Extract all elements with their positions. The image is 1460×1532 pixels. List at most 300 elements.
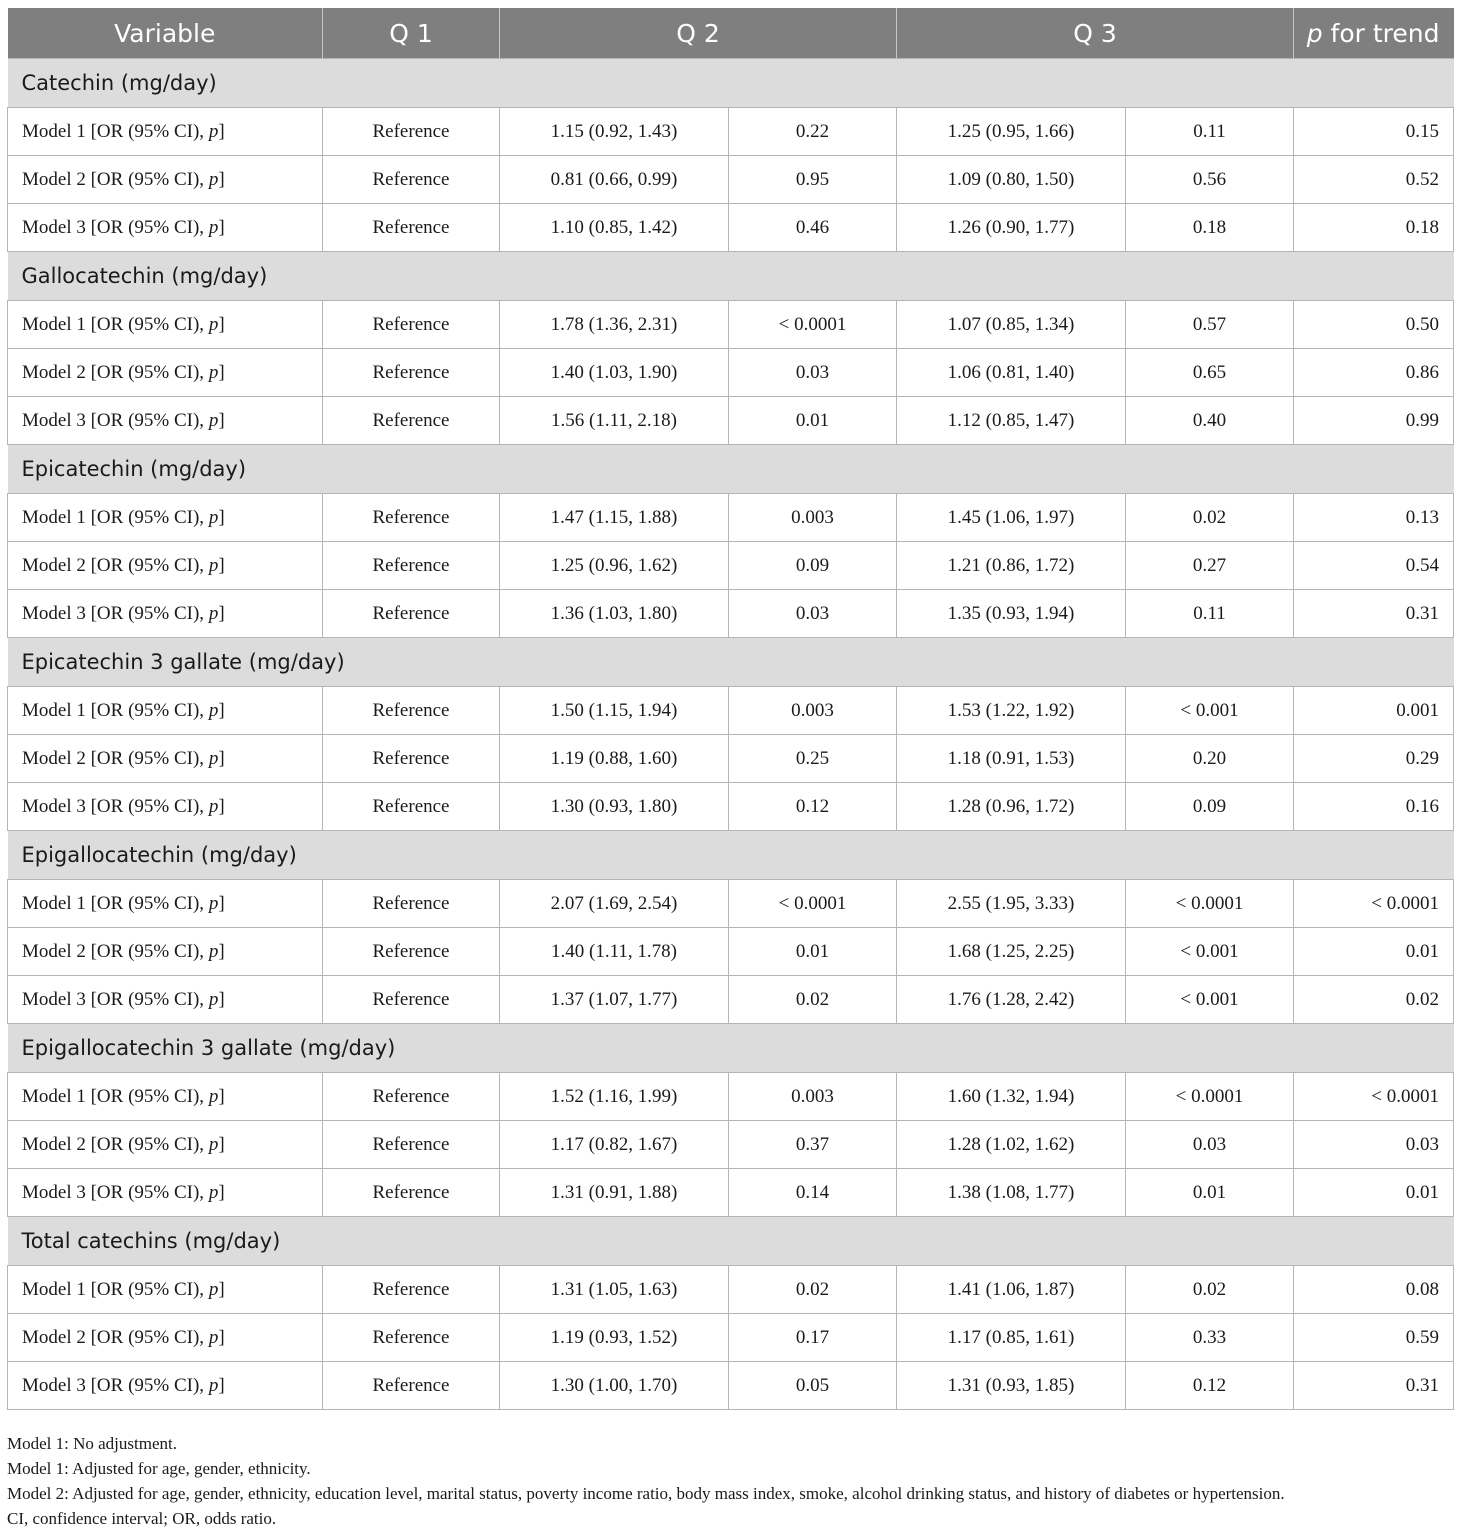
cell-q3-p: 0.33	[1126, 1314, 1294, 1362]
cell-q2-or: 2.07 (1.69, 2.54)	[500, 880, 729, 928]
model-number: 1	[76, 120, 86, 142]
cell-p-trend: 0.59	[1294, 1314, 1454, 1362]
cell-q3-or: 1.41 (1.06, 1.87)	[897, 1266, 1126, 1314]
model-end: ]	[218, 747, 225, 769]
model-prefix: Model	[22, 1326, 77, 1348]
model-p: p	[208, 1181, 219, 1203]
cell-p-trend: 0.001	[1294, 687, 1454, 735]
group-row	[8, 59, 1454, 108]
model-mid: [OR (95% CI),	[85, 361, 209, 383]
cell-q2-or: 1.56 (1.11, 2.18)	[500, 397, 729, 445]
model-label	[8, 783, 323, 831]
model-prefix: Model	[22, 216, 77, 238]
model-number: 1	[76, 1278, 86, 1300]
model-p: p	[208, 892, 219, 914]
table-row	[8, 783, 1454, 831]
cell-q1: Reference	[323, 880, 500, 928]
model-number: 1	[76, 313, 86, 335]
cell-q1: Reference	[323, 156, 500, 204]
cell-q3-or: 1.53 (1.22, 1.92)	[897, 687, 1126, 735]
model-prefix: Model	[22, 1374, 77, 1396]
model-end: ]	[218, 168, 225, 190]
cell-q1: Reference	[323, 108, 500, 156]
cell-q3-p: 0.02	[1126, 494, 1294, 542]
model-number: 3	[76, 216, 86, 238]
cell-q1: Reference	[323, 687, 500, 735]
cell-q2-p: 0.01	[729, 397, 897, 445]
table-row	[8, 1314, 1454, 1362]
cell-q2-or: 1.19 (0.93, 1.52)	[500, 1314, 729, 1362]
cell-q2-or: 1.15 (0.92, 1.43)	[500, 108, 729, 156]
table-row	[8, 590, 1454, 638]
model-label	[8, 590, 323, 638]
model-p: p	[208, 1085, 219, 1107]
footnote: Model 1: Adjusted for age, gender, ethnicity.	[7, 1459, 311, 1478]
table-row	[8, 1169, 1454, 1217]
cell-p-trend: 0.02	[1294, 976, 1454, 1024]
table-row	[8, 349, 1454, 397]
model-label	[8, 494, 323, 542]
cell-q1: Reference	[323, 494, 500, 542]
group-row	[8, 1024, 1454, 1073]
table-row	[8, 735, 1454, 783]
model-mid: [OR (95% CI),	[85, 1278, 209, 1300]
model-prefix: Model	[22, 1278, 77, 1300]
model-label	[8, 687, 323, 735]
model-mid: [OR (95% CI),	[85, 506, 209, 528]
model-prefix: Model	[22, 361, 77, 383]
model-end: ]	[218, 602, 225, 624]
cell-q1: Reference	[323, 928, 500, 976]
model-mid: [OR (95% CI),	[85, 940, 209, 962]
header-trend-rest: for trend	[1322, 18, 1440, 48]
model-label	[8, 880, 323, 928]
model-label	[8, 976, 323, 1024]
cell-q2-p: 0.03	[729, 349, 897, 397]
model-mid: [OR (95% CI),	[85, 892, 209, 914]
cell-q3-p: 0.11	[1126, 108, 1294, 156]
cell-q3-p: 0.40	[1126, 397, 1294, 445]
cell-q3-or: 1.45 (1.06, 1.97)	[897, 494, 1126, 542]
model-p: p	[208, 120, 219, 142]
header-row	[8, 8, 1454, 59]
cell-q2-or: 1.47 (1.15, 1.88)	[500, 494, 729, 542]
model-end: ]	[218, 409, 225, 431]
cell-p-trend: 0.99	[1294, 397, 1454, 445]
cell-q2-or: 0.81 (0.66, 0.99)	[500, 156, 729, 204]
model-end: ]	[218, 1374, 225, 1396]
cell-q3-or: 1.28 (1.02, 1.62)	[897, 1121, 1126, 1169]
group-title: Epigallocatechin (mg/day)	[8, 831, 1454, 880]
model-end: ]	[218, 120, 225, 142]
model-mid: [OR (95% CI),	[85, 168, 209, 190]
table-row	[8, 1121, 1454, 1169]
table-footnotes	[7, 1431, 1453, 1531]
model-p: p	[208, 313, 219, 335]
cell-q3-or: 1.68 (1.25, 2.25)	[897, 928, 1126, 976]
cell-p-trend: 0.13	[1294, 494, 1454, 542]
model-p: p	[208, 1278, 219, 1300]
model-number: 2	[76, 168, 86, 190]
model-end: ]	[218, 892, 225, 914]
cell-q3-p: < 0.001	[1126, 687, 1294, 735]
model-p: p	[208, 747, 219, 769]
model-prefix: Model	[22, 795, 77, 817]
model-prefix: Model	[22, 940, 77, 962]
cell-p-trend: 0.52	[1294, 156, 1454, 204]
model-label	[8, 1314, 323, 1362]
cell-q2-p: 0.22	[729, 108, 897, 156]
cell-q2-p: 0.25	[729, 735, 897, 783]
cell-q3-or: 1.26 (0.90, 1.77)	[897, 204, 1126, 252]
table-row	[8, 542, 1454, 590]
cell-q3-p: 0.09	[1126, 783, 1294, 831]
model-number: 1	[76, 892, 86, 914]
cell-q2-p: 0.37	[729, 1121, 897, 1169]
model-end: ]	[218, 216, 225, 238]
group-row	[8, 1217, 1454, 1266]
model-p: p	[208, 1374, 219, 1396]
cell-q1: Reference	[323, 735, 500, 783]
model-mid: [OR (95% CI),	[85, 699, 209, 721]
model-label	[8, 397, 323, 445]
table-row	[8, 880, 1454, 928]
model-end: ]	[218, 506, 225, 528]
model-p: p	[208, 1326, 219, 1348]
cell-q2-p: 0.02	[729, 976, 897, 1024]
cell-q2-or: 1.31 (1.05, 1.63)	[500, 1266, 729, 1314]
model-end: ]	[218, 1326, 225, 1348]
model-prefix: Model	[22, 747, 77, 769]
group-row	[8, 638, 1454, 687]
model-end: ]	[218, 1181, 225, 1203]
model-mid: [OR (95% CI),	[85, 1085, 209, 1107]
cell-q1: Reference	[323, 1314, 500, 1362]
model-label	[8, 1169, 323, 1217]
header-q2: Q 2	[500, 8, 897, 59]
model-mid: [OR (95% CI),	[85, 1326, 209, 1348]
model-number: 3	[76, 795, 86, 817]
cell-q1: Reference	[323, 1169, 500, 1217]
model-end: ]	[218, 554, 225, 576]
cell-q2-p: 0.003	[729, 1073, 897, 1121]
cell-q3-or: 1.60 (1.32, 1.94)	[897, 1073, 1126, 1121]
model-p: p	[208, 699, 219, 721]
cell-q2-or: 1.17 (0.82, 1.67)	[500, 1121, 729, 1169]
model-label	[8, 928, 323, 976]
cell-q2-or: 1.30 (1.00, 1.70)	[500, 1362, 729, 1410]
model-p: p	[208, 795, 219, 817]
model-prefix: Model	[22, 1181, 77, 1203]
model-mid: [OR (95% CI),	[85, 1133, 209, 1155]
model-number: 2	[76, 1133, 86, 1155]
cell-q2-p: 0.95	[729, 156, 897, 204]
model-number: 3	[76, 409, 86, 431]
cell-q3-p: < 0.001	[1126, 928, 1294, 976]
cell-q3-p: 0.27	[1126, 542, 1294, 590]
group-title: Epicatechin (mg/day)	[8, 445, 1454, 494]
model-p: p	[208, 988, 219, 1010]
cell-q3-p: 0.02	[1126, 1266, 1294, 1314]
cell-q2-p: 0.14	[729, 1169, 897, 1217]
cell-q1: Reference	[323, 1121, 500, 1169]
model-number: 2	[76, 940, 86, 962]
cell-q1: Reference	[323, 1073, 500, 1121]
cell-p-trend: 0.16	[1294, 783, 1454, 831]
cell-q2-or: 1.40 (1.11, 1.78)	[500, 928, 729, 976]
table-row	[8, 494, 1454, 542]
cell-q3-or: 1.12 (0.85, 1.47)	[897, 397, 1126, 445]
cell-q1: Reference	[323, 349, 500, 397]
model-mid: [OR (95% CI),	[85, 795, 209, 817]
model-prefix: Model	[22, 506, 77, 528]
cell-q3-p: < 0.0001	[1126, 1073, 1294, 1121]
model-end: ]	[218, 313, 225, 335]
cell-p-trend: 0.01	[1294, 1169, 1454, 1217]
cell-q2-or: 1.31 (0.91, 1.88)	[500, 1169, 729, 1217]
cell-q2-or: 1.40 (1.03, 1.90)	[500, 349, 729, 397]
cell-q3-or: 1.09 (0.80, 1.50)	[897, 156, 1126, 204]
model-mid: [OR (95% CI),	[85, 602, 209, 624]
cell-q3-or: 1.25 (0.95, 1.66)	[897, 108, 1126, 156]
results-table-container	[7, 8, 1453, 1410]
group-row	[8, 445, 1454, 494]
model-end: ]	[218, 699, 225, 721]
model-mid: [OR (95% CI),	[85, 1181, 209, 1203]
model-end: ]	[218, 940, 225, 962]
group-title: Epigallocatechin 3 gallate (mg/day)	[8, 1024, 1454, 1073]
table-row	[8, 687, 1454, 735]
model-label	[8, 542, 323, 590]
table-row	[8, 156, 1454, 204]
model-number: 1	[76, 1085, 86, 1107]
model-number: 1	[76, 506, 86, 528]
header-q1: Q 1	[323, 8, 500, 59]
model-end: ]	[218, 988, 225, 1010]
model-prefix: Model	[22, 120, 77, 142]
cell-q1: Reference	[323, 1266, 500, 1314]
table-row	[8, 976, 1454, 1024]
cell-p-trend: 0.01	[1294, 928, 1454, 976]
model-number: 3	[76, 988, 86, 1010]
model-mid: [OR (95% CI),	[85, 409, 209, 431]
model-label	[8, 1073, 323, 1121]
cell-q1: Reference	[323, 783, 500, 831]
model-prefix: Model	[22, 1133, 77, 1155]
cell-q1: Reference	[323, 301, 500, 349]
model-p: p	[208, 602, 219, 624]
model-mid: [OR (95% CI),	[85, 554, 209, 576]
cell-q2-p: 0.09	[729, 542, 897, 590]
table-header	[8, 8, 1454, 59]
model-p: p	[208, 940, 219, 962]
cell-p-trend: 0.86	[1294, 349, 1454, 397]
cell-q3-p: 0.56	[1126, 156, 1294, 204]
model-label	[8, 156, 323, 204]
header-p-for-trend	[1294, 8, 1454, 59]
cell-q2-or: 1.36 (1.03, 1.80)	[500, 590, 729, 638]
cell-q1: Reference	[323, 397, 500, 445]
model-p: p	[208, 361, 219, 383]
model-label	[8, 1266, 323, 1314]
model-number: 2	[76, 747, 86, 769]
header-trend-p: p	[1306, 18, 1323, 48]
cell-q3-or: 1.17 (0.85, 1.61)	[897, 1314, 1126, 1362]
table-row	[8, 1073, 1454, 1121]
model-prefix: Model	[22, 988, 77, 1010]
group-title: Epicatechin 3 gallate (mg/day)	[8, 638, 1454, 687]
cell-q3-p: < 0.001	[1126, 976, 1294, 1024]
group-title: Gallocatechin (mg/day)	[8, 252, 1454, 301]
group-row	[8, 252, 1454, 301]
model-p: p	[208, 168, 219, 190]
cell-p-trend: 0.08	[1294, 1266, 1454, 1314]
footnote: Model 2: Adjusted for age, gender, ethnicity, education level, marital status, poverty income ratio, body mass index, smoke, alcohol drinking status, and history of diabetes or hypertension.	[7, 1484, 1285, 1503]
cell-p-trend: 0.15	[1294, 108, 1454, 156]
cell-q3-p: 0.12	[1126, 1362, 1294, 1410]
model-prefix: Model	[22, 699, 77, 721]
model-end: ]	[218, 361, 225, 383]
cell-q3-or: 2.55 (1.95, 3.33)	[897, 880, 1126, 928]
cell-p-trend: < 0.0001	[1294, 880, 1454, 928]
cell-q3-or: 1.18 (0.91, 1.53)	[897, 735, 1126, 783]
cell-q3-or: 1.28 (0.96, 1.72)	[897, 783, 1126, 831]
cell-q2-or: 1.78 (1.36, 2.31)	[500, 301, 729, 349]
cell-q3-or: 1.38 (1.08, 1.77)	[897, 1169, 1126, 1217]
model-prefix: Model	[22, 313, 77, 335]
model-mid: [OR (95% CI),	[85, 216, 209, 238]
group-title: Total catechins (mg/day)	[8, 1217, 1454, 1266]
table-row	[8, 1266, 1454, 1314]
cell-q2-p: 0.12	[729, 783, 897, 831]
footnote: CI, confidence interval; OR, odds ratio.	[7, 1509, 277, 1528]
cell-q3-p: < 0.0001	[1126, 880, 1294, 928]
cell-q1: Reference	[323, 590, 500, 638]
model-mid: [OR (95% CI),	[85, 1374, 209, 1396]
model-prefix: Model	[22, 892, 77, 914]
cell-q2-p: 0.05	[729, 1362, 897, 1410]
cell-q3-or: 1.76 (1.28, 2.42)	[897, 976, 1126, 1024]
model-end: ]	[218, 1133, 225, 1155]
model-prefix: Model	[22, 168, 77, 190]
model-label	[8, 1362, 323, 1410]
cell-q2-or: 1.25 (0.96, 1.62)	[500, 542, 729, 590]
model-mid: [OR (95% CI),	[85, 988, 209, 1010]
cell-p-trend: 0.50	[1294, 301, 1454, 349]
results-table	[7, 8, 1454, 1410]
header-q3: Q 3	[897, 8, 1294, 59]
footnote: Model 1: No adjustment.	[7, 1434, 177, 1453]
cell-p-trend: 0.31	[1294, 590, 1454, 638]
cell-q2-or: 1.37 (1.07, 1.77)	[500, 976, 729, 1024]
model-p: p	[208, 1133, 219, 1155]
cell-p-trend: < 0.0001	[1294, 1073, 1454, 1121]
table-row	[8, 108, 1454, 156]
cell-q3-p: 0.57	[1126, 301, 1294, 349]
model-mid: [OR (95% CI),	[85, 120, 209, 142]
cell-q2-or: 1.19 (0.88, 1.60)	[500, 735, 729, 783]
model-label	[8, 1121, 323, 1169]
cell-q1: Reference	[323, 542, 500, 590]
model-end: ]	[218, 1085, 225, 1107]
model-number: 3	[76, 602, 86, 624]
model-number: 3	[76, 1181, 86, 1203]
cell-q1: Reference	[323, 1362, 500, 1410]
cell-q3-or: 1.21 (0.86, 1.72)	[897, 542, 1126, 590]
model-number: 1	[76, 699, 86, 721]
table-body	[8, 59, 1454, 1410]
cell-q2-or: 1.10 (0.85, 1.42)	[500, 204, 729, 252]
table-row	[8, 397, 1454, 445]
cell-q2-p: 0.17	[729, 1314, 897, 1362]
cell-q2-p: < 0.0001	[729, 301, 897, 349]
model-prefix: Model	[22, 1085, 77, 1107]
cell-q2-or: 1.50 (1.15, 1.94)	[500, 687, 729, 735]
cell-q1: Reference	[323, 976, 500, 1024]
model-end: ]	[218, 795, 225, 817]
model-number: 3	[76, 1374, 86, 1396]
model-mid: [OR (95% CI),	[85, 747, 209, 769]
cell-q3-or: 1.07 (0.85, 1.34)	[897, 301, 1126, 349]
model-number: 2	[76, 1326, 86, 1348]
cell-q3-p: 0.03	[1126, 1121, 1294, 1169]
cell-q2-p: < 0.0001	[729, 880, 897, 928]
header-variable: Variable	[8, 8, 323, 59]
cell-q3-or: 1.35 (0.93, 1.94)	[897, 590, 1126, 638]
cell-q2-p: 0.03	[729, 590, 897, 638]
model-label	[8, 349, 323, 397]
cell-q3-p: 0.11	[1126, 590, 1294, 638]
cell-q3-p: 0.20	[1126, 735, 1294, 783]
cell-p-trend: 0.29	[1294, 735, 1454, 783]
table-row	[8, 928, 1454, 976]
cell-q2-p: 0.003	[729, 494, 897, 542]
cell-q3-or: 1.06 (0.81, 1.40)	[897, 349, 1126, 397]
cell-p-trend: 0.03	[1294, 1121, 1454, 1169]
cell-q2-p: 0.02	[729, 1266, 897, 1314]
model-number: 2	[76, 554, 86, 576]
model-p: p	[208, 216, 219, 238]
cell-p-trend: 0.18	[1294, 204, 1454, 252]
cell-p-trend: 0.54	[1294, 542, 1454, 590]
model-p: p	[208, 506, 219, 528]
model-p: p	[208, 554, 219, 576]
cell-q3-or: 1.31 (0.93, 1.85)	[897, 1362, 1126, 1410]
cell-q3-p: 0.01	[1126, 1169, 1294, 1217]
cell-q3-p: 0.65	[1126, 349, 1294, 397]
table-row	[8, 204, 1454, 252]
cell-q2-p: 0.46	[729, 204, 897, 252]
model-label	[8, 204, 323, 252]
model-mid: [OR (95% CI),	[85, 313, 209, 335]
cell-q2-p: 0.003	[729, 687, 897, 735]
group-title: Catechin (mg/day)	[8, 59, 1454, 108]
cell-q2-p: 0.01	[729, 928, 897, 976]
cell-q2-or: 1.30 (0.93, 1.80)	[500, 783, 729, 831]
model-prefix: Model	[22, 554, 77, 576]
model-prefix: Model	[22, 409, 77, 431]
cell-q3-p: 0.18	[1126, 204, 1294, 252]
table-row	[8, 301, 1454, 349]
model-label	[8, 301, 323, 349]
cell-q2-or: 1.52 (1.16, 1.99)	[500, 1073, 729, 1121]
model-p: p	[208, 409, 219, 431]
cell-q1: Reference	[323, 204, 500, 252]
model-end: ]	[218, 1278, 225, 1300]
model-prefix: Model	[22, 602, 77, 624]
cell-p-trend: 0.31	[1294, 1362, 1454, 1410]
model-label	[8, 735, 323, 783]
